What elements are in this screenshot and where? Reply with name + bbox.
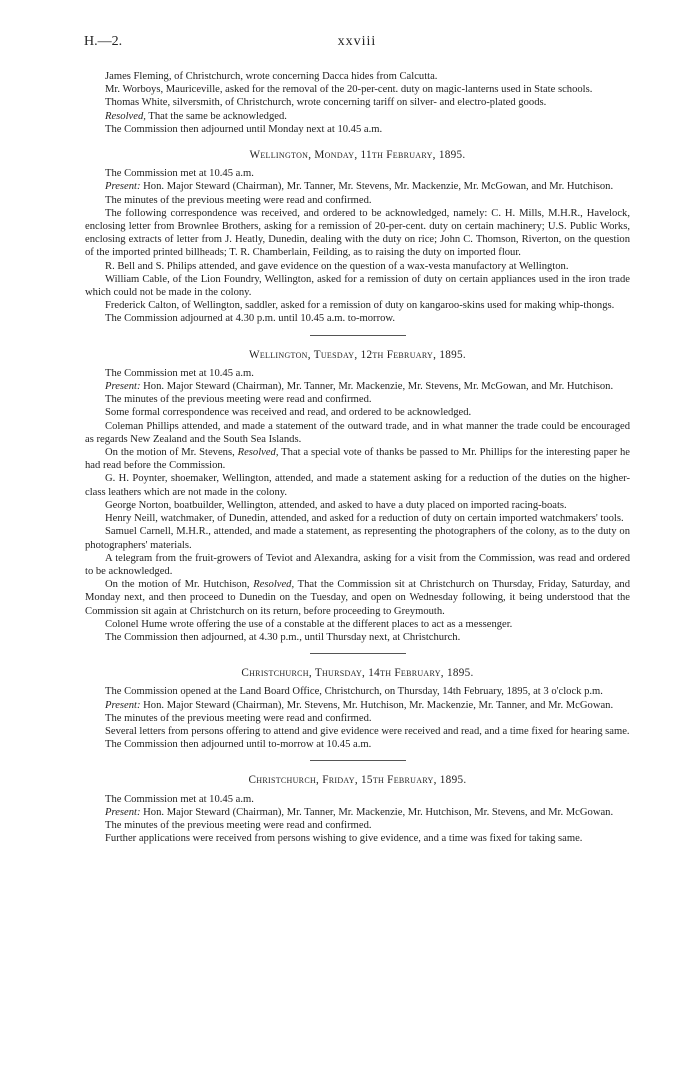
italic-run: Present: — [105, 181, 141, 193]
minutes-paragraph — [85, 699, 630, 712]
text-run: The minutes of the previous meeting were read and confirmed. — [105, 819, 372, 831]
minutes-body — [85, 70, 630, 845]
paper-reference: H.—2. — [84, 34, 123, 49]
minutes-paragraph — [85, 299, 630, 312]
minutes-paragraph — [85, 406, 630, 419]
text-run: That the Commission sit at Christchurch on Thursday, Friday, Saturday, and Monday next, and then proceed to Dunedin on the Tuesday, and open on Wednesday following, it being understood that the Commission sit again at Christchurch on its return, before proceeding to Greymouth. — [85, 579, 630, 617]
minutes-paragraph — [85, 525, 630, 551]
minutes-paragraph — [85, 393, 630, 406]
minutes-paragraph — [85, 380, 630, 393]
minutes-paragraph — [85, 618, 630, 631]
minutes-paragraph — [85, 96, 630, 109]
minutes-paragraph — [85, 83, 630, 96]
text-run: The Commission opened at the Land Board Office, Christchurch, on Thursday, 14th February, 1895, at 3 o'clock p.m. — [105, 686, 603, 698]
text-run: The minutes of the previous meeting were read and confirmed. — [105, 712, 372, 724]
minutes-paragraph — [85, 793, 630, 806]
italic-run: Present: — [105, 381, 141, 393]
minutes-paragraph — [85, 819, 630, 832]
minutes-paragraph — [85, 110, 630, 123]
text-run: Further applications were received from persons wishing to give evidence, and a time was fixed for taking same. — [105, 833, 583, 845]
text-run: Hon. Major Steward (Chairman), Mr. Tanner, Mr. Mackenzie, Mr. Hutchison, Mr. Stevens, and Mr. McGowan. — [140, 806, 614, 818]
text-run: William Cable, of the Lion Foundry, Wellington, asked for a remission of duty on certain appliances used in the iron trade which could not be made in the colony. — [85, 273, 630, 299]
minutes-paragraph — [85, 712, 630, 725]
text-run: Some formal correspondence was received and read, and ordered to be acknowledged. — [105, 407, 472, 419]
minutes-paragraph — [85, 207, 630, 260]
minutes-paragraph — [85, 499, 630, 512]
section-divider — [310, 335, 406, 336]
session-heading: Wellington, Tuesday, 12th February, 1895. — [249, 348, 466, 361]
italic-run: Present: — [105, 806, 141, 818]
text-run: The minutes of the previous meeting were read and confirmed. — [105, 194, 372, 206]
text-run: On the motion of Mr. Stevens, — [105, 447, 238, 459]
minutes-paragraph — [85, 578, 630, 618]
text-run: The Commission met at 10.45 a.m. — [105, 367, 254, 379]
text-run: The Commission adjourned at 4.30 p.m. until 10.45 a.m. to-morrow. — [105, 313, 396, 325]
text-run: Frederick Calton, of Wellington, saddler, asked for a remission of duty on kangaroo-skins used for making whip-thongs. — [105, 300, 615, 312]
minutes-paragraph — [85, 832, 630, 845]
minutes-paragraph — [85, 273, 630, 299]
text-run: Samuel Carnell, M.H.R., attended, and made a statement, as representing the photographers of the colony, as to the duty on photographers' materials. — [85, 526, 630, 551]
italic-run: Resolved, — [253, 579, 295, 591]
minutes-paragraph — [85, 194, 630, 207]
minutes-paragraph — [85, 738, 630, 751]
section-divider — [310, 653, 406, 654]
text-run: Hon. Major Steward (Chairman), Mr. Tanner, Mr. Stevens, Mr. Mackenzie, Mr. McGowan, and Mr. Hutchison. — [140, 181, 614, 193]
page-header — [84, 34, 630, 54]
text-run: James Fleming, of Christchurch, wrote concerning Dacca hides from Calcutta. — [105, 71, 438, 82]
text-run: Colonel Hume wrote offering the use of a constable at the different places to act as a messenger. — [105, 618, 513, 630]
text-run: R. Bell and S. Philips attended, and gave evidence on the question of a wax-vesta manufactory at Wellington. — [105, 260, 569, 272]
italic-run: Resolved, — [237, 447, 279, 459]
minutes-paragraph — [85, 631, 630, 644]
session-heading: Wellington, Monday, 11th February, 1895. — [249, 149, 466, 162]
text-run: Thomas White, silversmith, of Christchurch, wrote concerning tariff on silver- and electro-plated goods. — [105, 97, 547, 109]
text-run: George Norton, boatbuilder, Wellington, attended, and asked to have a duty placed on imported racing-boats. — [105, 499, 567, 511]
text-run: A telegram from the fruit-growers of Teviot and Alexandra, asking for a visit from the Commission, was read and ordered to be acknowledged. — [85, 552, 630, 577]
minutes-paragraph — [85, 420, 630, 446]
minutes-paragraph — [85, 472, 630, 498]
text-run: The Commission met at 10.45 a.m. — [105, 793, 254, 805]
minutes-paragraph — [85, 552, 630, 578]
italic-run: Present: — [105, 699, 141, 711]
text-run: The following correspondence was received, and ordered to be acknowledged, namely: C. H. Mills, M.H.R., Havelock, enclosing letter from Brownlee Brothers, asking for a remission of 20-per-cent. duty on certain machinery; U.S. Public Works, enclosing extracts of letter from J. Heatly, Dunedin, dealing with the duty on rice; John C. Thomson, Riverton, on the question of the imported printed billheads; T. R. Chamberlain, Feilding, as to raising the duty on imported flour. — [85, 207, 630, 259]
session-heading: Christchurch, Friday, 15th February, 1895. — [248, 774, 467, 787]
text-run: Hon. Major Steward (Chairman), Mr. Tanner, Mr. Mackenzie, Mr. Stevens, Mr. McGowan, and Mr. Hutchison. — [140, 381, 614, 393]
text-run: The Commission met at 10.45 a.m. — [105, 168, 254, 180]
text-run: That a special vote of thanks be passed to Mr. Phillips for the interesting paper he had read before the Commission. — [85, 447, 630, 472]
minutes-paragraph — [85, 180, 630, 193]
minutes-paragraph — [85, 260, 630, 273]
minutes-paragraph — [85, 685, 630, 698]
minutes-paragraph — [85, 312, 630, 325]
text-run: Several letters from persons offering to attend and give evidence were received and read, and a time fixed for hearing same. — [105, 725, 630, 737]
section-divider — [310, 760, 406, 761]
page-number: xxviii — [337, 34, 377, 49]
session-heading: Christchurch, Thursday, 14th February, 1895. — [241, 667, 474, 680]
italic-run: Resolved, — [105, 110, 146, 122]
text-run: G. H. Poynter, shoemaker, Wellington, attended, and made a statement asking for a reduction of the duties on the higher-class leathers which are not made in the colony. — [85, 473, 630, 498]
text-run: On the motion of Mr. Hutchison, — [105, 579, 254, 591]
minutes-paragraph — [85, 70, 630, 83]
minutes-paragraph — [85, 167, 630, 180]
text-run: The minutes of the previous meeting were read and confirmed. — [105, 394, 372, 406]
text-run: The Commission then adjourned until to-morrow at 10.45 a.m. — [105, 739, 372, 751]
text-run: Hon. Major Steward (Chairman), Mr. Stevens, Mr. Hutchison, Mr. Mackenzie, Mr. Tanner, and Mr. McGowan. — [140, 699, 614, 711]
text-run: Coleman Phillips attended, and made a statement of the outward trade, and in what manner the trade could be encouraged as regards New Zealand and the South Sea Islands. — [85, 420, 630, 445]
text-run: That the same be acknowledged. — [145, 110, 287, 122]
text-run: Mr. Worboys, Mauriceville, asked for the removal of the 20-per-cent. duty on magic-lanterns used in State schools. — [105, 84, 593, 96]
minutes-paragraph — [85, 725, 630, 738]
minutes-paragraph — [85, 123, 630, 136]
text-run: The Commission then adjourned until Monday next at 10.45 a.m. — [105, 123, 383, 135]
minutes-paragraph — [85, 806, 630, 819]
minutes-paragraph — [85, 512, 630, 525]
minutes-paragraph — [85, 367, 630, 380]
minutes-paragraph — [85, 446, 630, 472]
text-run: Henry Neill, watchmaker, of Dunedin, attended, and asked for a reduction of duty on certain imported watchmakers' tools. — [105, 513, 624, 525]
text-run: The Commission then adjourned, at 4.30 p.m., until Thursday next, at Christchurch. — [105, 631, 461, 643]
